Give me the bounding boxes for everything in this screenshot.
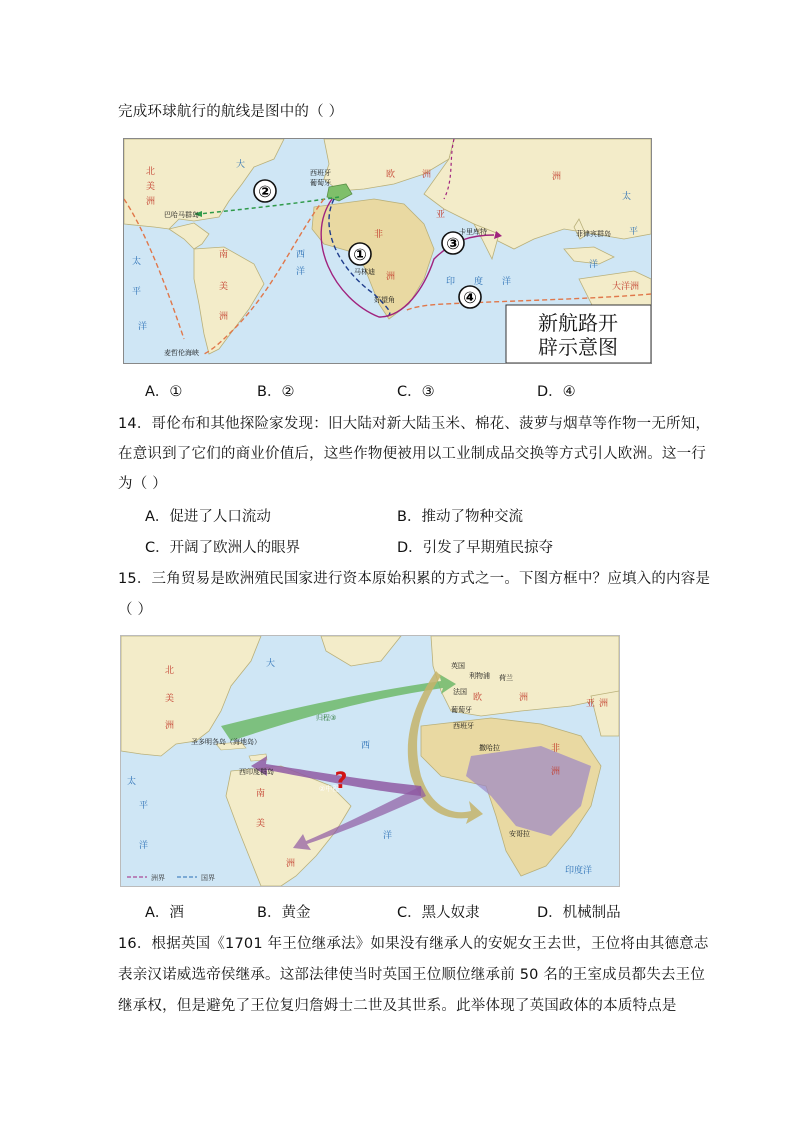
map1-label-portugal: 葡萄牙 (310, 179, 331, 187)
map1-label-indian-yin: 印 (446, 277, 456, 287)
q15-option-c[interactable]: C．黑人奴隶 (397, 905, 480, 921)
q16-line-1: 16．根据英国《1701 年王位继承法》如果没有继承人的安妮女王去世，王位将由其德意志 (118, 936, 709, 952)
map1-label-pacific-tai: 太 (132, 257, 142, 267)
q15-option-a[interactable]: A．酒 (145, 905, 184, 921)
map2-label-s-america: 美 (256, 819, 266, 829)
map2-label-yang2: 洋 (139, 841, 149, 851)
map1-label-pacific-ping: 平 (132, 287, 142, 297)
map1-label-bahamas: 巴哈马群岛 (164, 211, 199, 219)
map2-label-south: 南 (256, 789, 266, 799)
map2-question-mark: ? (334, 769, 348, 794)
map1-label-atlantic-xi: 西 (296, 250, 306, 260)
map1-label-continent: 洲 (146, 197, 156, 207)
q16-line-2: 表亲汉诺威选帝侯继承。这部法律使当时英国王位顺位继承前 50 名的王室成员都失去王位 (118, 967, 706, 983)
route-1-marker (349, 243, 371, 265)
map1-label-europe2: 洲 (422, 170, 432, 180)
map1-label-indian-yang: 洋 (502, 277, 512, 287)
q16-line-3: 继承权，但是避免了王位复归詹姆士二世及其世系。此举体现了英国政体的本质特点是 (118, 998, 677, 1014)
map2-label-tai: 大 (266, 659, 276, 669)
q14-option-c[interactable]: C．开阔了欧洲人的眼界 (145, 540, 301, 556)
map1-label-tai: 大 (236, 160, 246, 170)
q13-option-a[interactable]: A．① (145, 384, 183, 400)
map1-label-south: 南 (219, 250, 229, 260)
map1-label-s-continent: 洲 (219, 312, 229, 322)
map2-label-spain: 西班牙 (453, 722, 474, 730)
q14-option-b[interactable]: B．推动了物种交流 (397, 509, 523, 525)
map1-label-europe1: 欧 (386, 170, 396, 180)
q14-line-3: 为（ ） (118, 476, 167, 492)
map2-legend-country: 国界 (201, 874, 215, 882)
triangular-trade-map (120, 635, 620, 887)
map2-label-middle: ②中程 (319, 785, 340, 793)
map1-label-calicut: 卡里库特 (459, 228, 487, 236)
map2-label-africa1: 非 (551, 744, 561, 754)
map1-label-oceania: 大洋洲 (612, 282, 640, 292)
map1-label-pacific-yang: 洋 (138, 322, 148, 332)
map2-label-britain: 英国 (451, 662, 465, 670)
q14-option-a[interactable]: A．促进了人口流动 (145, 509, 271, 525)
route-4-label: ④ (463, 288, 477, 307)
route-3-label: ③ (446, 234, 460, 253)
map1-label-america: 美 (146, 182, 156, 192)
map2-label-s-continent: 洲 (286, 859, 296, 869)
q15-option-b[interactable]: B．黄金 (257, 905, 311, 921)
route-2-label: ② (258, 182, 272, 201)
map1-label-asia1: 亚 (436, 210, 446, 220)
q15-line-2: （ ） (118, 602, 153, 618)
map2-label-yang: 洋 (383, 831, 393, 841)
q14-line-2: 在意识到了它们的商业价值后，这些作物便被用以工业制成品交换等方式引人欧洲。这一行 (118, 446, 706, 462)
map1-label-cape: 好望角 (374, 296, 395, 304)
map2-label-europe1: 欧 (473, 693, 483, 703)
map1-label-indian-du: 度 (474, 277, 484, 287)
q15-option-d[interactable]: D．机械制品 (537, 905, 621, 921)
map2-label-netherlands: 荷兰 (499, 674, 513, 682)
map2-label-return: 归程③ (316, 714, 337, 722)
map1-title-line1: 新航路开 (538, 311, 618, 335)
map1-label-pacific2-tai: 太 (622, 192, 632, 202)
map1-label-atlantic-yang: 洋 (296, 267, 306, 277)
route-2-marker (254, 180, 276, 202)
map2-label-africa2: 洲 (551, 767, 561, 777)
map2-label-santo-domingo: 圣多明各岛（海地岛） (191, 738, 261, 746)
map1-label-philippines: 菲律宾群岛 (576, 230, 611, 238)
map2-label-north: 北 (165, 666, 175, 676)
map1-label-africa2: 洲 (386, 272, 396, 282)
map2-label-indian: 印度洋 (565, 866, 593, 876)
map2-label-ping: 平 (139, 801, 149, 811)
map1-title-line2: 辟示意图 (538, 335, 618, 359)
q13-option-d[interactable]: D．④ (537, 384, 576, 400)
map2-label-asia2: 洲 (599, 699, 609, 709)
new-routes-map (123, 138, 652, 364)
map1-label-spain: 西班牙 (310, 169, 331, 177)
map2-label-continent: 洲 (165, 721, 175, 731)
map1-label-north: 北 (146, 167, 156, 177)
map2-label-europe2: 洲 (519, 693, 529, 703)
map2-label-tai2: 太 (127, 777, 137, 787)
route-4-marker (459, 286, 481, 308)
route-1-label: ① (353, 245, 367, 264)
map2-label-america: 美 (165, 694, 175, 704)
map1-label-magellan: 麦哲伦海峡 (164, 349, 199, 357)
map1-label-asia2: 洲 (552, 172, 562, 182)
map2-label-france: 法国 (453, 688, 467, 696)
map2-label-angola: 安哥拉 (509, 830, 530, 838)
q14-line-1: 14．哥伦布和其他探险家发现：旧大陆对新大陆玉米、棉花、菠萝与烟草等作物一无所知， (118, 416, 711, 432)
q13-option-c[interactable]: C．③ (397, 384, 435, 400)
q15-line-1: 15．三角贸易是欧洲殖民国家进行资本原始积累的方式之一。下图方框中？应填入的内容是 (118, 571, 711, 587)
map2-label-west-indies: 西印度群岛 (239, 768, 274, 776)
map2-label-sahara: 撒哈拉 (479, 744, 500, 752)
map1-label-s-america: 美 (219, 282, 229, 292)
map1-label-malindi: 马林迪 (354, 268, 375, 276)
map1-label-pacific2-yang: 洋 (589, 260, 599, 270)
map1-label-pacific2-ping: 平 (629, 227, 639, 237)
q13-option-b[interactable]: B．② (257, 384, 295, 400)
map2-label-asia1: 亚 (586, 699, 596, 709)
map2-label-portugal: 葡萄牙 (451, 706, 472, 714)
map2-legend-continent: 洲界 (151, 874, 165, 882)
map2-label-profits: 利物浦 (469, 672, 490, 680)
map2-label-xi: 西 (361, 741, 371, 751)
q13-stem: 完成环球航行的航线是图中的（ ） (118, 104, 344, 120)
map1-label-africa: 非 (374, 230, 384, 240)
q14-option-d[interactable]: D．引发了早期殖民掠夺 (397, 540, 554, 556)
